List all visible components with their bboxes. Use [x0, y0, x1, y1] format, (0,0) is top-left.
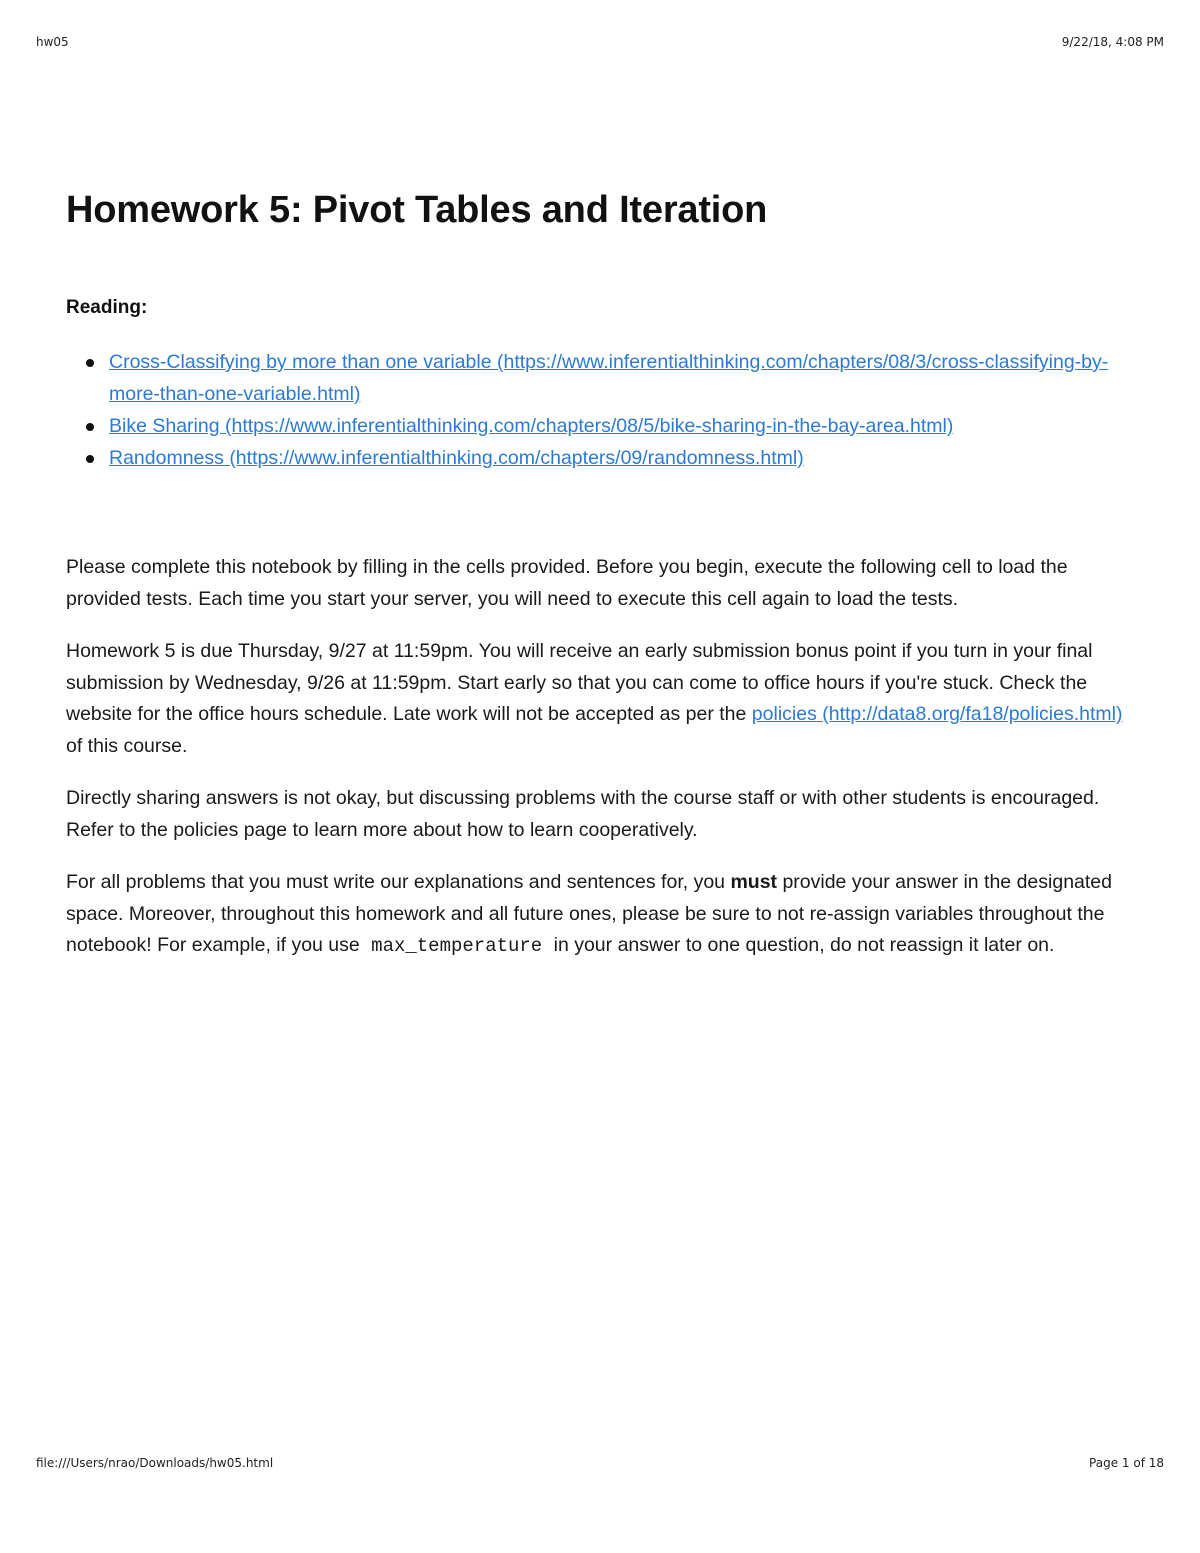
bullet-icon — [86, 455, 94, 463]
list-item — [109, 346, 1134, 410]
explanations-text-a: For all problems that you must write our explanations and sentences for, you — [66, 871, 731, 893]
print-footer — [36, 1456, 1164, 1470]
print-header — [36, 35, 1164, 49]
reading-link-bike-sharing[interactable]: Bike Sharing (https://www.inferentialthinking.com/chapters/08/5/bike-sharing-in-the-bay-area.html) — [109, 415, 954, 437]
instructions-paragraph: Please complete this notebook by filling in the cells provided. Before you begin, execute the following cell to load the provided tests. Each time you start your server, you will need to execute this cell again to load the tests. — [66, 556, 1068, 610]
emphasis-must: must — [730, 871, 778, 893]
bullet-icon — [86, 423, 94, 431]
print-footer-path: file:///Users/nrao/Downloads/hw05.html — [36, 1456, 274, 1470]
reading-label: Reading: — [66, 297, 148, 318]
reading-list — [66, 346, 1134, 474]
policies-link[interactable]: policies (http://data8.org/fa18/policies.html) — [751, 703, 1123, 725]
print-header-title: hw05 — [36, 35, 69, 49]
notebook-content — [66, 186, 1134, 963]
due-date-text-end: of this course. — [66, 734, 188, 757]
reading-link-randomness[interactable]: Randomness (https://www.inferentialthinking.com/chapters/09/randomness.html) — [109, 447, 804, 469]
explanations-text-c: in your answer to one question, do not reassign it later on. — [548, 934, 1055, 956]
explanations-paragraph — [66, 867, 1134, 963]
reading-link-cross-classifying[interactable]: Cross-Classifying by more than one variable (https://www.inferentialthinking.com/chapters/08/3/cross-classifying-by-more-than-one-variable.html) — [109, 351, 1109, 405]
collaboration-paragraph: Directly sharing answers is not okay, but discussing problems with the course staff or with other students is encouraged. Refer to the policies page to learn more about how to learn cooperatively. — [66, 787, 1100, 841]
bullet-icon — [86, 359, 94, 367]
list-item — [109, 442, 1134, 474]
explanations-text-b: provide your answer in the designated space. Moreover, throughout this homework and all future ones, please be sure to not re-assign variables throughout the notebook! For example, if you use — [66, 871, 1112, 956]
due-date-paragraph — [66, 636, 1134, 762]
print-footer-page-number: Page 1 of 18 — [1089, 1456, 1164, 1470]
inline-code-variable: max_temperature — [371, 935, 543, 957]
page-title: Homework 5: Pivot Tables and Iteration — [66, 189, 768, 231]
due-date-text: Homework 5 is due Thursday, 9/27 at 11:59pm. You will receive an early submission bonus point if you turn in your final submission by Wednesday, 9/26 at 11:59pm. Start early so that you can come to office hours if you're stuck. Check the website for the office hours schedule. Late work will not be accepted as per the — [66, 640, 1093, 725]
list-item — [109, 410, 1134, 442]
print-header-date: 9/22/18, 4:08 PM — [1061, 35, 1164, 49]
